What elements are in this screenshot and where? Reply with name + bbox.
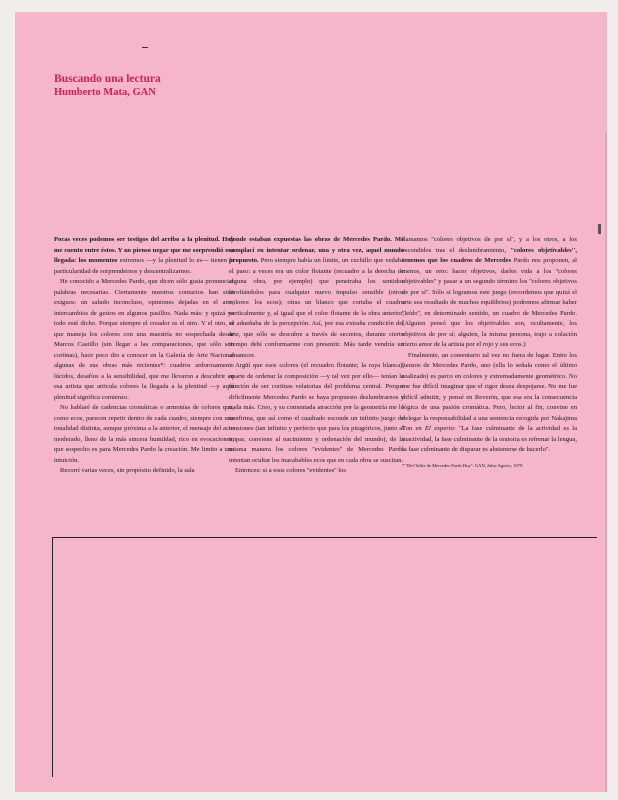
paragraph-text: extremos —y la plenitud lo es— tienen la particularidad de sorprendernos y descentralizarnos.: [54, 257, 234, 275]
bold-text: ''colores objetivables'', tenemos que los cuadros de Mercedes: [402, 246, 577, 264]
paragraph: [54, 235, 234, 277]
horizontal-rule: [52, 537, 597, 538]
italic-title: El experto: [425, 425, 454, 432]
article-author: Humberto Mata, GAN: [54, 87, 156, 98]
paragraph: [402, 351, 577, 456]
page-edge: [605, 132, 607, 792]
paragraph-text: : ''La fase culminante de la actividad es la inactividad, la fase culminante de la oratoria es refrenar la lengua, la fase culminante de disparar es abstenerse de hacerlo''.: [402, 425, 577, 453]
binding-mark: [598, 224, 601, 234]
text-column-2: [229, 235, 404, 477]
magazine-page: [15, 12, 607, 792]
footnote: * ''Del Taller de Mercedes Pardo Hoy''. GAN, Julio-Agosto, 1979.: [402, 462, 524, 468]
print-mark: [142, 47, 148, 48]
paragraph-text: Finalmente, un comentario tal vez no fuera de lugar. Entre los lienzos de Mercedes Pardo, uno (ella lo señala como el último realizado) es parco en colores y extremadamente geométrico. No me fue difícil imaginar que el rigor desea despojarse. No me fue difícil admitir, y pensé en Reverón, que esa era la consecuencia lógica de una pasión cromática. Pero, lector al fin, convine en delegar la responsabilidad a una sentencia recogida por Nakajima Ton en: [402, 351, 577, 432]
bold-lead-text: donde estaban expuestas las obras de Mercedes Pardo. Me complací en intentar ordenar, una y otra vez, aquel mundo propuesto.: [229, 236, 404, 264]
vertical-rule: [52, 537, 53, 777]
text-column-3: [402, 235, 577, 470]
article-header: [54, 72, 161, 100]
paragraph-text: Pardo nos proponen, al menos, un reto: hacer objetivos, darles vida a los ''colores objetivables'' y pasar a un segundo término los ''colores objetivos de por sí''. Sólo si logramos este juego (recordemos que quizá el arte sea resultado de muchos equilibrios) podremos afirmar haber ''leído'', en determinado sentido, un cuadro de Mercedes Pardo. (Alguien pensó que los objetivables son, ocultamente, los objetivos de por sí; alguien, la misma persona, trajo a colación cierto amor de la artista por el rojo y sus ecos.): [402, 257, 578, 348]
paragraph-text: Pero siempre había un límite, un cuchillo que vedaba el paso: a veces era un color flotante (recuadro a la derecha de alguna obra, por ejemplo) que penetraba los sentidos atrofiándolos para cualquier nuevo impulso sensible (otros colores: los ecos); otras un blanco que cortaba el cuadro verticalmente y, al igual que el color flotante de la obra anterior, se adueñaba de la percepción. Así, por esa extraña condición del arte, que sólo se descubre a través de secretos, durante cierto tiempo debí conformarme con presentir. Más tarde vendría un amanecer.: [229, 257, 404, 359]
bold-lead-text: Pocas veces podemos ser testigos del arribo a la plenitud. Hoy me cuento entre éstos. Y no pienso negar que me sorprendió esa llegada: los momentos: [54, 236, 234, 264]
paragraph-text: llamamos ''colores objetivos de por sí'', y a los otros, a los escondidos tras el deslumbramiento,: [402, 236, 577, 254]
text-column-1: [54, 235, 234, 477]
paragraph: Entonces: si a esos colores ''evidentes'' los: [235, 467, 346, 474]
article-title: Buscando una lectura: [54, 73, 161, 85]
paragraph: No hablaré de cadencias cromáticas o armonías de colores que, como ecos, parecen repetir dentro de cada cuadro, siempre con una tonalidad distinta, aunque próxima a la anterior, el mensaje del acto moderado, lleno de la más sincera humildad, rico en evocaciones, que sospecho es para Mercedes Pardo la creación. Me limito a una intuición.: [54, 404, 234, 464]
paragraph: [229, 235, 404, 361]
paragraph: [402, 235, 577, 351]
paragraph: Recorrí varias veces, sin propósito definido, la sala: [60, 467, 195, 474]
paragraph: He conocido a Mercedes Pardo, que dicen sólo gusta pronunciar palabras necesarias. Ciertamente nuestros contactos han sido exiguos: un saludo inconcluso, opiniones dejadas en el aire, intercambios de gestos en algunos pasillos. Nada más: y quizá ya todo esté dicho. Porque siempre el creador es el otro. Y el otro, el que maneja los colores con una maestría no sospechada desde Marcos Castillo (sin llegar a las comparaciones, que sólo son cortinas), hace poco dio a conocer en la Galería de Arte Nacional algunas de sus obras más recientes*: cuadros ardorosamente lúcidos, desafíos a la sensibilidad, que me llevaron a descubrir en esa artista que articula colores la llegada a la plenitud —y aquí plenitud significa comienzo.: [54, 278, 234, 401]
paragraph: Argüí que esos colores (el recuadro flotante; la raya blanca), aparte de ordenar la composición —y tal vez por ello— tenían la función de ser cortinas velatorias del problema central. Porque difícilmente Mercedes Pardo se haya propuesto deslumbrarnos y nada más. Creo, y su comentada atracción por la geometría me lo confirma, que así como el cuadrado esconde un infinito juego de tensiones (tan infinito y perfecto que para los pitagóricos, junto al impar, conviene al nacimiento y ordenación del mundo), de la misma manera los colores ''evidentes'' de Mercedes Pardo intentan ocultar los inacabables ecos que en cada obra se suscitan.: [229, 362, 404, 464]
